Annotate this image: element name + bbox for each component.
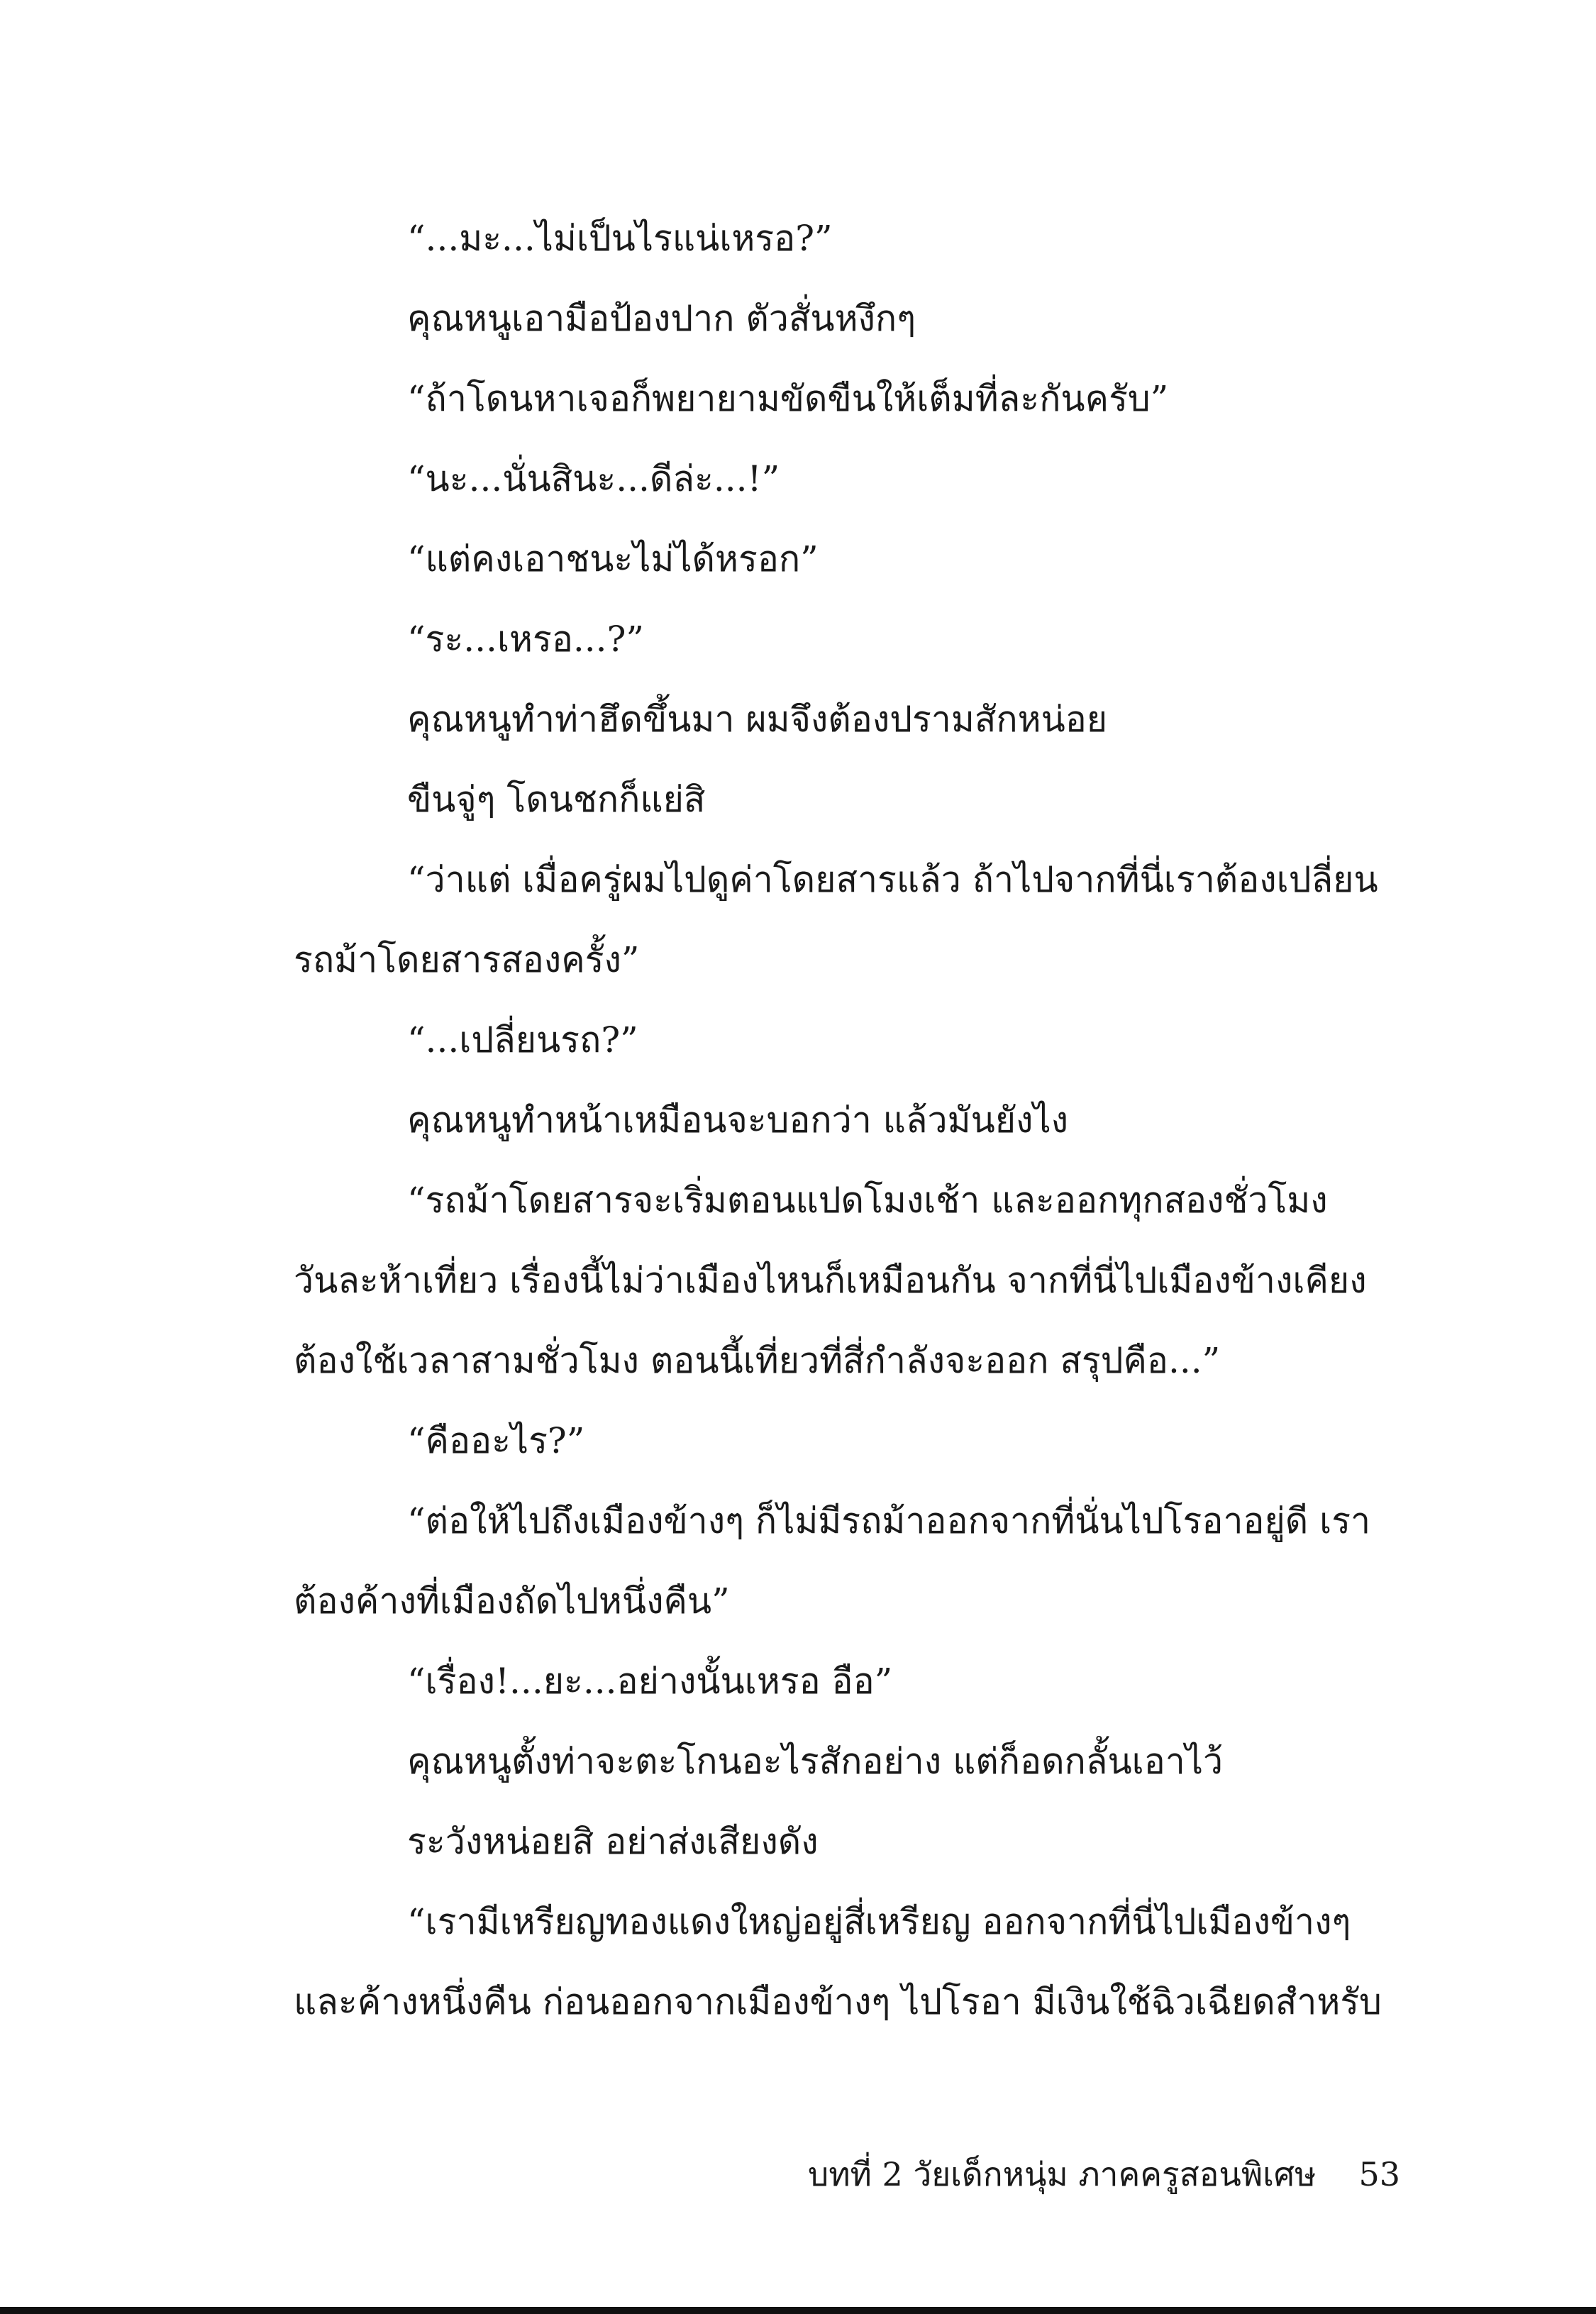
bottom-border (0, 2307, 1596, 2314)
text-line: ระวังหน่อยสิ อย่าส่งเสียงดัง (407, 1821, 819, 1862)
body-text (294, 199, 1400, 2042)
text-line: ต้องใช้เวลาสามชั่วโมง ตอนนี้เที่ยวที่สี่กำลังจะออก สรุปคือ...” (294, 1340, 1221, 1381)
text-line: “เรื่อง!...ยะ...อย่างนั้นเหรอ อือ” (407, 1661, 893, 1702)
page-footer (808, 2146, 1400, 2203)
text-line: คุณหนูทำหน้าเหมือนจะบอกว่า แล้วมันยังไง (407, 1100, 1069, 1141)
text-line: คุณหนูทำท่าฮึดขึ้นมา ผมจึงต้องปรามสักหน่อย (407, 699, 1108, 740)
text-line: “ระ...เหรอ...?” (407, 619, 644, 660)
text-line: “คืออะไร?” (407, 1420, 585, 1461)
text-line: คุณหนูเอามือป้องปาก ตัวสั่นหงึกๆ (407, 298, 916, 339)
text-line: และค้างหนึ่งคืน ก่อนออกจากเมืองข้างๆ ไปโรอา มีเงินใช้ฉิวเฉียดสำหรับ (294, 1981, 1382, 2022)
text-line: “นะ...นั่นสินะ...ดีล่ะ...!” (407, 458, 780, 499)
text-line: “ว่าแต่ เมื่อครู่ผมไปดูค่าโดยสารแล้ว ถ้าไปจากที่นี่เราต้องเปลี่ยน (407, 859, 1378, 900)
text-line: “...เปลี่ยนรถ?” (407, 1019, 638, 1061)
text-line: “แต่คงเอาชนะไม่ได้หรอก” (407, 538, 819, 580)
text-line: รถม้าโดยสารสองครั้ง” (294, 939, 640, 980)
text-line: “ถ้าโดนหาเจอก็พยายามขัดขืนให้เต็มที่ละกันครับ” (407, 378, 1169, 419)
text-line: ขืนจู่ๆ โดนชกก็แย่สิ (407, 779, 706, 820)
chapter-title: บทที่ 2 วัยเด็กหนุ่ม ภาคครูสอนพิเศษ (808, 2155, 1317, 2193)
text-line: ต้องค้างที่เมืองถัดไปหนึ่งคืน” (294, 1581, 730, 1622)
text-line: “เรามีเหรียญทองแดงใหญ่อยู่สี่เหรียญ ออกจากที่นี่ไปเมืองข้างๆ (407, 1901, 1351, 1942)
text-line: “รถม้าโดยสารจะเริ่มตอนแปดโมงเช้า และออกทุกสองชั่วโมง (407, 1180, 1328, 1221)
page-number: 53 (1358, 2155, 1400, 2193)
text-line: “...มะ...ไม่เป็นไรแน่เหรอ?” (407, 218, 833, 259)
text-line: คุณหนูตั้งท่าจะตะโกนอะไรสักอย่าง แต่ก็อดกลั้นเอาไว้ (407, 1741, 1224, 1782)
text-line: “ต่อให้ไปถึงเมืองข้างๆ ก็ไม่มีรถม้าออกจากที่นั่นไปโรอาอยู่ดี เรา (407, 1500, 1371, 1541)
text-line: วันละห้าเที่ยว เรื่องนี้ไม่ว่าเมืองไหนก็เหมือนกัน จากที่นี่ไปเมืองข้างเคียง (294, 1260, 1367, 1301)
